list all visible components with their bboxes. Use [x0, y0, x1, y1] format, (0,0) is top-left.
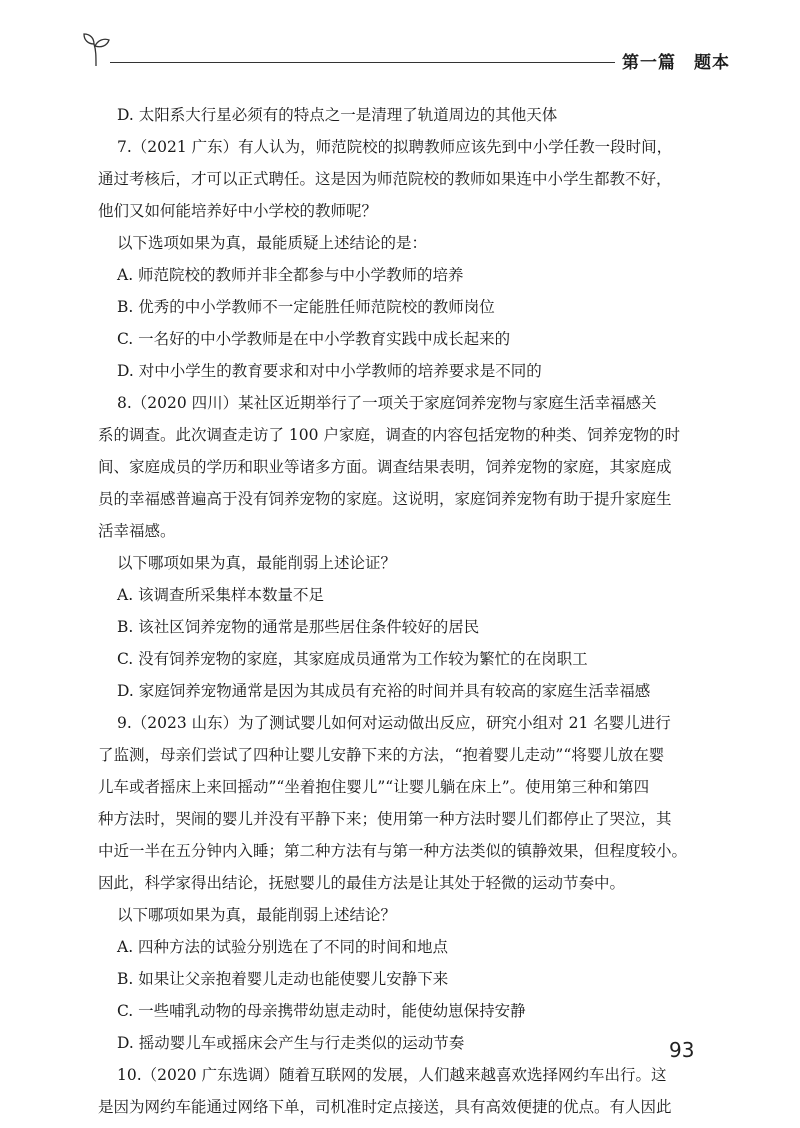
text-line: C. 一些哺乳动物的母亲携带幼崽走动时，能使幼崽保持安静: [117, 1002, 526, 1020]
header-rule: [110, 62, 615, 63]
text-line: B. 优秀的中小学教师不一定能胜任师范院校的教师岗位: [117, 298, 495, 316]
text-line: 系的调查。此次调查走访了 100 户家庭，调查的内容包括宠物的种类、饲养宠物的时: [98, 426, 680, 444]
text-line: A. 该调查所采集样本数量不足: [117, 586, 325, 604]
text-line: C. 一名好的中小学教师是在中小学教育实践中成长起来的: [117, 330, 511, 348]
text-line: B. 该社区饲养宠物的通常是那些居住条件较好的居民: [117, 618, 480, 636]
text-line: 8.（2020 四川）某社区近期举行了一项关于家庭饲养宠物与家庭生活幸福感关: [117, 394, 657, 412]
text-line: 他们又如何能培养好中小学校的教师呢？: [98, 202, 378, 220]
text-line: D. 太阳系大行星必须有的特点之一是清理了轨道周边的其他天体: [117, 106, 558, 124]
sprout-icon: [82, 30, 112, 68]
text-line: D. 摇动婴儿车或摇床会产生与行走类似的运动节奏: [117, 1034, 465, 1052]
section-title: 第一篇 题本: [622, 53, 730, 73]
text-line: D. 家庭饲养宠物通常是因为其成员有充裕的时间并具有较高的家庭生活幸福感: [117, 682, 651, 700]
text-line: 活幸福感。: [98, 522, 176, 540]
text-line: D. 对中小学生的教育要求和对中小学教师的培养要求是不同的: [117, 362, 542, 380]
text-line: 以下哪项如果为真，最能削弱上述结论？: [117, 906, 397, 924]
text-line: 员的幸福感普遍高于没有饲养宠物的家庭。这说明，家庭饲养宠物有助于提升家庭生: [98, 490, 672, 508]
text-line: 是因为网约车能通过网络下单，司机准时定点接送，具有高效便捷的优点。有人因此: [98, 1098, 672, 1116]
text-line: 7.（2021 广东）有人认为，师范院校的拟聘教师应该先到中小学任教一段时间，: [117, 138, 673, 156]
page-header: [82, 30, 730, 73]
text-line: 种方法时，哭闹的婴儿并没有平静下来；使用第一种方法时婴儿们都停止了哭泣，其: [98, 810, 672, 828]
text-line: 因此，科学家得出结论，抚慰婴儿的最佳方法是让其处于轻微的运动节奏中。: [98, 874, 626, 892]
text-line: A. 四种方法的试验分别选在了不同的时间和地点: [117, 938, 449, 956]
text-line: 间、家庭成员的学历和职业等诸多方面。调查结果表明，饲养宠物的家庭，其家庭成: [98, 458, 672, 476]
page-number: 93: [669, 1038, 695, 1062]
text-line: 9.（2023 山东）为了测试婴儿如何对运动做出反应，研究小组对 21 名婴儿进行: [117, 714, 671, 732]
text-line: C. 没有饲养宠物的家庭，其家庭成员通常为工作较为繁忙的在岗职工: [117, 650, 588, 668]
text-line: 以下哪项如果为真，最能削弱上述论证？: [117, 554, 397, 572]
text-line: B. 如果让父亲抱着婴儿走动也能使婴儿安静下来: [117, 970, 449, 988]
text-line: 以下选项如果为真，最能质疑上述结论的是：: [117, 234, 428, 252]
question-text-body: [98, 99, 691, 1123]
text-line: 了监测，母亲们尝试了四种让婴儿安静下来的方法，“抱着婴儿走动”“将婴儿放在婴: [98, 746, 665, 764]
text-line: 中近一半在五分钟内入睡；第二种方法有与第一种方法类似的镇静效果，但程度较小。: [98, 842, 688, 860]
text-line: A. 师范院校的教师并非全都参与中小学教师的培养: [117, 266, 464, 284]
text-line: 10.（2020 广东选调）随着互联网的发展，人们越来越喜欢选择网约车出行。这: [117, 1066, 667, 1084]
text-line: 儿车或者摇床上来回摇动”“坐着抱住婴儿”“让婴儿躺在床上”。使用第三种和第四: [98, 778, 650, 796]
text-line: 通过考核后，才可以正式聘任。这是因为师范院校的教师如果连中小学生都教不好，: [98, 170, 672, 188]
